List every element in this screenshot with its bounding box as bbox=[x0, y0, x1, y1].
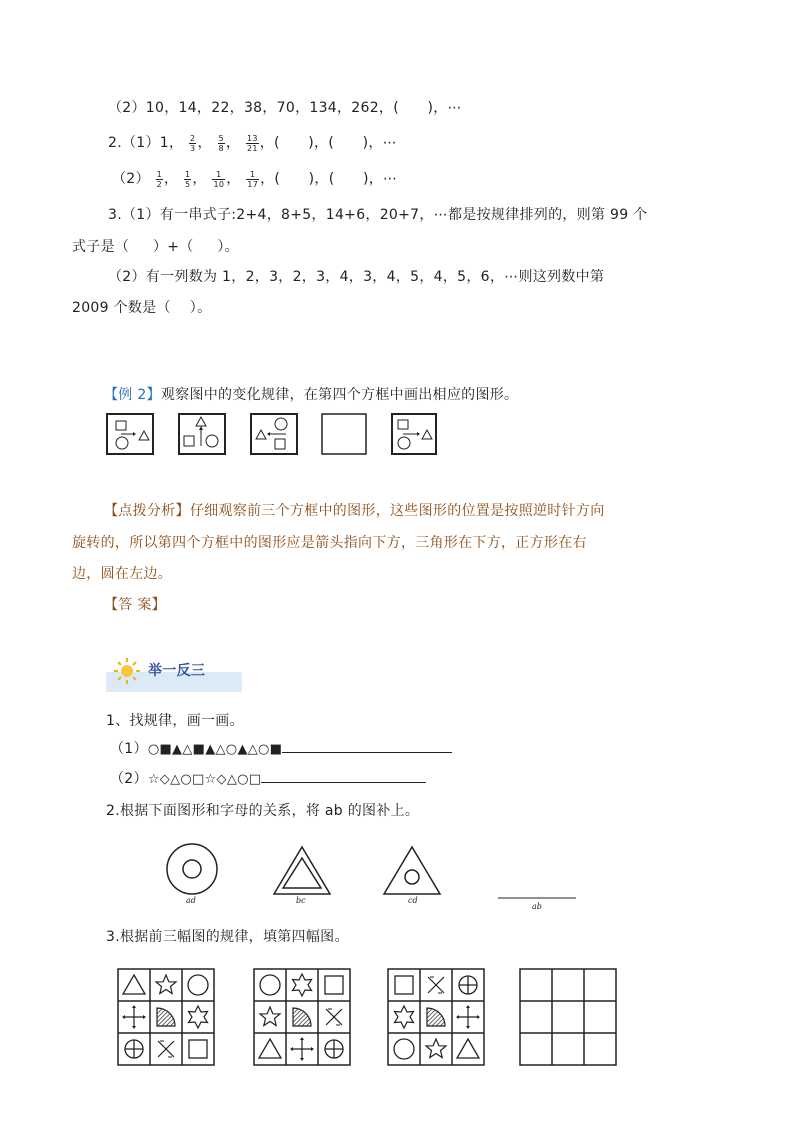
section-title: 举一反三 bbox=[148, 663, 206, 679]
practice-q1a bbox=[110, 738, 452, 758]
q2-prefix: 2.（1）1， bbox=[108, 135, 184, 151]
practice-q1b bbox=[110, 768, 426, 788]
shape-bc bbox=[274, 847, 330, 894]
grid-1 bbox=[118, 969, 214, 1065]
letter-shapes bbox=[160, 838, 590, 908]
practice-q3: 3.根据前三幅图的规律，填第四幅图。 bbox=[106, 929, 349, 945]
q2b-prefix: （2） bbox=[112, 171, 150, 187]
answer-tag: 【答 案】 bbox=[104, 597, 166, 613]
q2b-suffix: ，( )，( )，⋯ bbox=[260, 171, 398, 187]
practice-q1: 1、找规律，画一画。 bbox=[106, 713, 244, 729]
analysis-text-1: 仔细观察前三个方框中的图形，这些图形的位置是按照逆时针方向 bbox=[189, 503, 605, 519]
seq-line-4: 3.（1）有一串式子:2+4，8+5，14+6，20+7，⋯都是按规律排列的，则第 99 个 bbox=[108, 207, 648, 223]
example-heading bbox=[104, 384, 518, 404]
q1a-prefix: （1） bbox=[110, 741, 148, 757]
grid-4-empty[interactable] bbox=[520, 969, 616, 1065]
analysis-line-1 bbox=[104, 500, 605, 520]
seq-line-5: 式子是（ ）+（ ）。 bbox=[72, 239, 239, 255]
pattern-grids bbox=[117, 968, 617, 1068]
sun-icon bbox=[112, 656, 142, 686]
analysis-line-2: 旋转的，所以第四个方框中的图形应是箭头指向下方，三角形在下方，正方形在右 bbox=[72, 535, 587, 551]
seq-line-2: 2.（1）1， $\frac{2}{3}$ ， $\frac{5}{8}$ ， $\frac{13}{21}$ ，( )，( )，⋯ bbox=[108, 133, 397, 153]
grid-2 bbox=[254, 969, 350, 1065]
fraction: $\frac{1}{10}$ bbox=[213, 169, 225, 189]
label-ab: ab bbox=[532, 902, 542, 911]
analysis-line-3: 边，圆在左边。 bbox=[72, 566, 173, 582]
example-box-3 bbox=[251, 414, 297, 454]
fraction: $\frac{2}{3}$ bbox=[190, 133, 196, 153]
example-text: 观察图中的变化规律，在第四个方框中画出相应的图形。 bbox=[160, 387, 519, 403]
seq-line-1: （2）10，14，22，38，70，134，262，( )，⋯ bbox=[108, 100, 462, 116]
example-box-1 bbox=[107, 414, 153, 454]
example-tag: 【例 2】 bbox=[104, 387, 161, 403]
example-box-4-empty[interactable] bbox=[322, 414, 366, 454]
practice-q2: 2.根据下面图形和字母的关系，将 ab 的图补上。 bbox=[106, 803, 420, 819]
seq-line-3: （2） $\frac{1}{2}$ ， $\frac{1}{5}$ ， $\frac{1}{10}$ ， $\frac{1}{17}$ ，( )，( )，⋯ bbox=[112, 169, 398, 189]
shape-cd bbox=[384, 847, 440, 894]
shape-ad bbox=[167, 844, 217, 894]
label-ad: ad bbox=[186, 896, 196, 905]
q1a-sequence: ○■▲△■▲△○▲△○■ bbox=[147, 742, 283, 757]
example-boxes bbox=[105, 412, 445, 457]
fraction: $\frac{1}{2}$ bbox=[156, 169, 162, 189]
example-box-2 bbox=[179, 414, 225, 454]
example-box-answer bbox=[392, 414, 436, 454]
fraction: $\frac{13}{21}$ bbox=[246, 133, 258, 153]
q1a-answer-line[interactable] bbox=[282, 740, 452, 753]
seq-line-6: （2）有一列数为 1，2，3，2，3，4，3，4，5，4，5，6，⋯则这列数中第 bbox=[108, 269, 605, 285]
q2-suffix: ，( )，( )，⋯ bbox=[259, 135, 397, 151]
analysis-tag: 【点拨分析】 bbox=[104, 503, 190, 519]
label-cd: cd bbox=[408, 896, 418, 905]
q1b-prefix: （2） bbox=[110, 771, 148, 787]
fraction: $\frac{1}{5}$ bbox=[185, 169, 191, 189]
q1b-sequence: ☆◇△○□☆◇△○□ bbox=[147, 772, 262, 787]
label-bc: bc bbox=[296, 896, 306, 905]
q1b-answer-line[interactable] bbox=[261, 770, 426, 783]
fraction: $\frac{1}{17}$ bbox=[247, 169, 259, 189]
fraction: $\frac{5}{8}$ bbox=[218, 133, 224, 153]
seq-line-7: 2009 个数是（ ）。 bbox=[72, 300, 212, 316]
grid-3 bbox=[388, 969, 484, 1065]
